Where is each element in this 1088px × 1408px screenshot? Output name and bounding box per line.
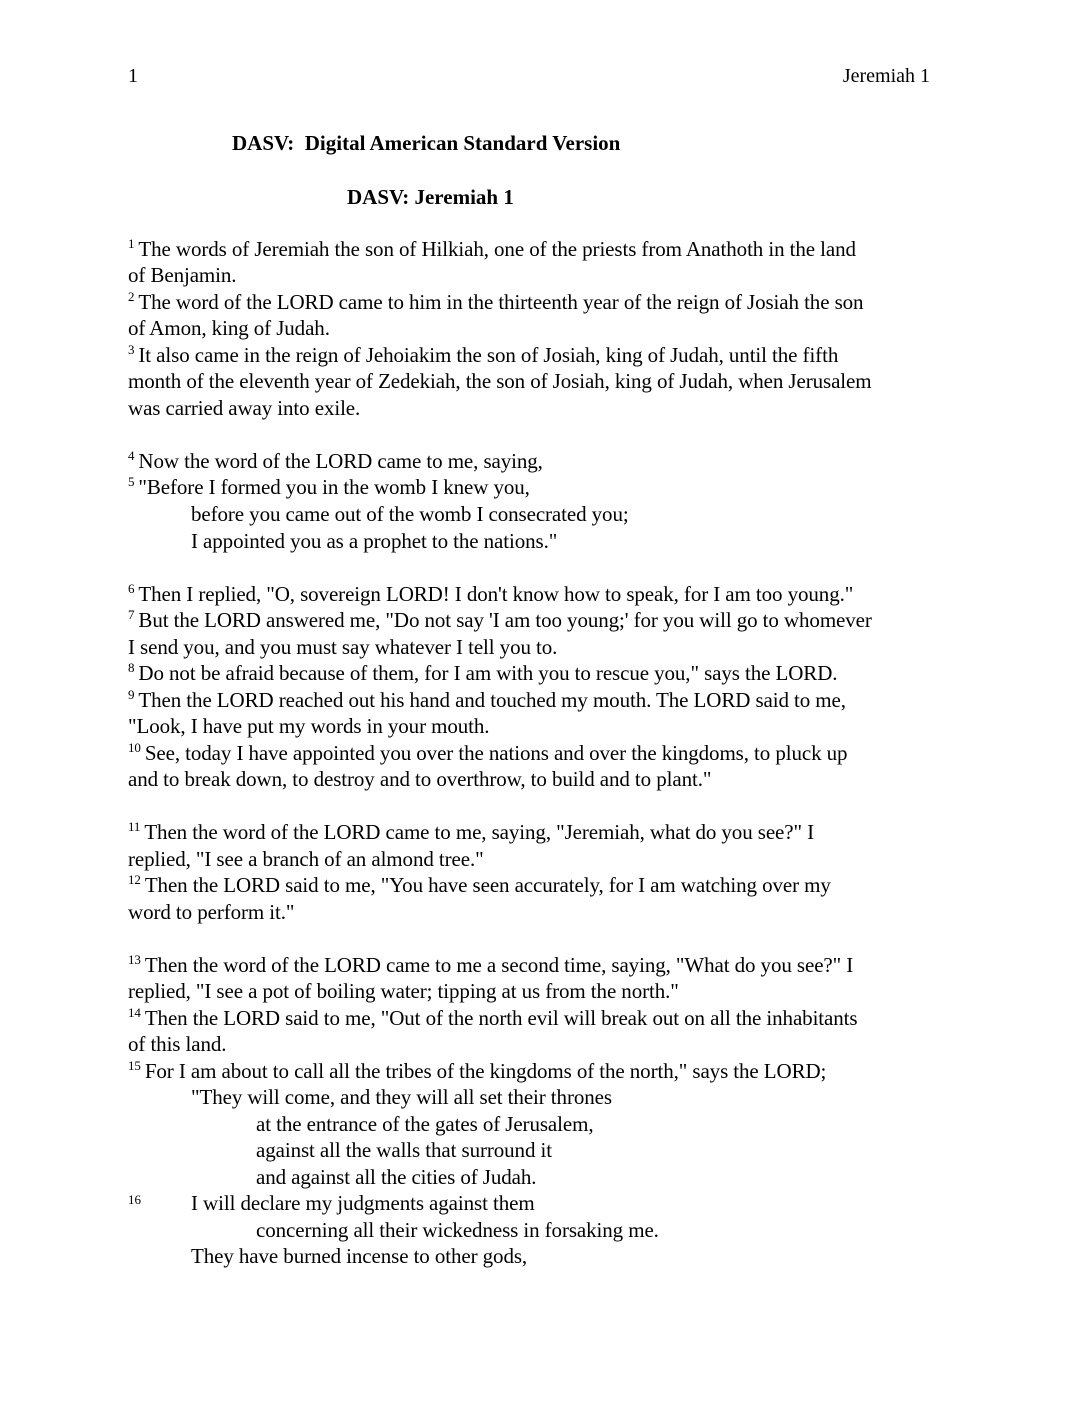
verse-number: 16 bbox=[128, 1192, 141, 1207]
verse-number: 15 bbox=[128, 1058, 141, 1073]
page-number: 1 bbox=[128, 65, 138, 87]
verse-number: 4 bbox=[128, 448, 135, 463]
verse-number: 12 bbox=[128, 872, 141, 887]
verse-line: $^8$ Do not be afraid because of them, for I am with you to rescue you," says the LORD. bbox=[128, 660, 838, 685]
running-title: Jeremiah 1 bbox=[842, 65, 930, 87]
verse-number: 14 bbox=[128, 1005, 141, 1020]
verse-line: "Look, I have put my words in your mouth. bbox=[128, 714, 490, 738]
verse-line: $^6$ Then I replied, "O, sovereign LORD! I don't know how to speak, for I am too young." bbox=[128, 581, 854, 606]
poetry-line: and against all the cities of Judah. bbox=[256, 1165, 537, 1189]
poetry-line: They have burned incense to other gods, bbox=[191, 1244, 528, 1268]
verse-line: $^1$ The words of Jeremiah the son of Hilkiah, one of the priests from Anathoth in the land bbox=[128, 236, 856, 261]
verse-number: 6 bbox=[128, 581, 135, 596]
verse-number: 2 bbox=[128, 289, 135, 304]
verse-line: $^9$ Then the LORD reached out his hand and touched my mouth. The LORD said to me, bbox=[128, 687, 846, 712]
verse-number: 10 bbox=[128, 740, 141, 755]
document-title: DASV: Digital American Standard Version bbox=[232, 131, 621, 155]
verse-number: 9 bbox=[128, 687, 135, 702]
verse-line: of Amon, king of Judah. bbox=[128, 316, 330, 340]
verse-number: 11 bbox=[128, 819, 141, 834]
verse-line: $^{12}$ Then the LORD said to me, "You have seen accurately, for I am watching over my bbox=[128, 872, 831, 897]
verse-line: replied, "I see a branch of an almond tree." bbox=[128, 847, 484, 871]
verse-line: I send you, and you must say whatever I tell you to. bbox=[128, 635, 558, 659]
verse-line: replied, "I see a pot of boiling water; tipping at us from the north." bbox=[128, 979, 679, 1003]
verse-number: 3 bbox=[128, 342, 135, 357]
poetry-line: concerning all their wickedness in forsaking me. bbox=[256, 1218, 659, 1242]
chapter-title: DASV: Jeremiah 1 bbox=[347, 185, 514, 209]
verse-line: $^5$ "Before I formed you in the womb I knew you, bbox=[128, 474, 530, 499]
verse-number: 7 bbox=[128, 607, 135, 622]
verse-line: $^2$ The word of the LORD came to him in the thirteenth year of the reign of Josiah the son bbox=[128, 289, 864, 314]
verse-line: $^7$ But the LORD answered me, "Do not say 'I am too young;' for you will go to whomever bbox=[128, 607, 872, 632]
verse-number: 8 bbox=[128, 660, 135, 675]
verse-line: of this land. bbox=[128, 1032, 227, 1056]
poetry-line: "They will come, and they will all set their thrones bbox=[191, 1085, 612, 1109]
verse-number: 1 bbox=[128, 236, 135, 251]
verse-line: and to break down, to destroy and to overthrow, to build and to plant." bbox=[128, 767, 712, 791]
verse-line: was carried away into exile. bbox=[128, 396, 361, 420]
poetry-line: I appointed you as a prophet to the nations." bbox=[191, 529, 558, 553]
poetry-line: at the entrance of the gates of Jerusalem, bbox=[256, 1112, 594, 1136]
poetry-line: I will declare my judgments against them bbox=[191, 1191, 535, 1215]
verse-line: of Benjamin. bbox=[128, 263, 237, 287]
verse-line: word to perform it." bbox=[128, 900, 295, 924]
poetry-line: against all the walls that surround it bbox=[256, 1138, 552, 1162]
verse-number: 5 bbox=[128, 474, 135, 489]
verse-line: month of the eleventh year of Zedekiah, the son of Josiah, king of Judah, when Jerusalem bbox=[128, 369, 872, 393]
poetry-line: before you came out of the womb I consecrated you; bbox=[191, 502, 629, 526]
verse-line: $^{10}$ See, today I have appointed you over the nations and over the kingdoms, to pluck up bbox=[128, 740, 848, 765]
verse-line: $^4$ Now the word of the LORD came to me, saying, bbox=[128, 448, 543, 473]
verse-number: 13 bbox=[128, 952, 141, 967]
verse-line: $^3$ It also came in the reign of Jehoiakim the son of Josiah, king of Judah, until the fifth bbox=[128, 342, 839, 367]
verse-line: $^{13}$ Then the word of the LORD came to me a second time, saying, "What do you see?" I bbox=[128, 952, 854, 977]
verse-line: $^{11}$ Then the word of the LORD came to me, saying, "Jeremiah, what do you see?" I bbox=[128, 819, 815, 844]
verse-line: $^{15}$ For I am about to call all the tribes of the kingdoms of the north," says the LORD; bbox=[128, 1058, 827, 1083]
verse-line: $^{14}$ Then the LORD said to me, "Out of the north evil will break out on all the inhabitants bbox=[128, 1005, 858, 1030]
